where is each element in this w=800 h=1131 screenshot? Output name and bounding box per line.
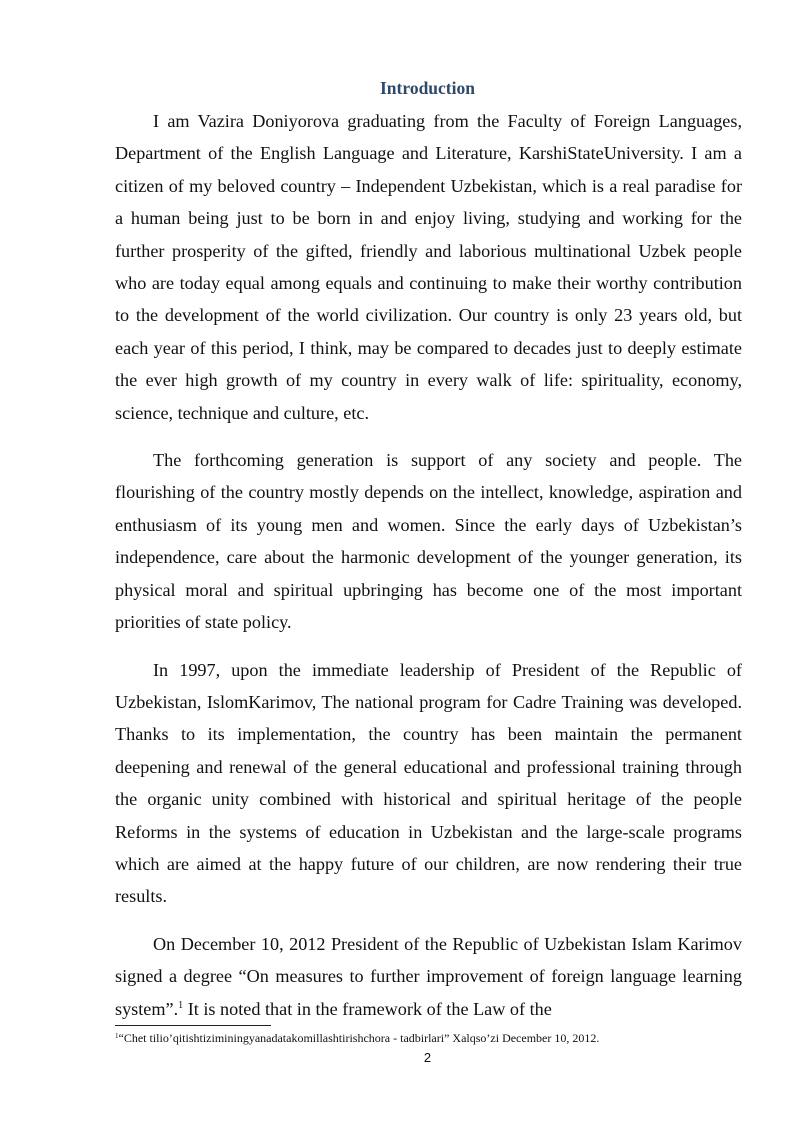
footnote xyxy=(115,1030,755,1046)
decree-text-continued: It is noted that in the framework of the Law of the xyxy=(183,998,552,1019)
footnote-text: “Chet tilio’qitishtiziminingyanadatakomillashtirishchora - tadbirlari” Xalqso’zi December 10, 2012. xyxy=(118,1031,600,1045)
footnote-marker: 1 xyxy=(115,1032,119,1040)
page-title: Introduction xyxy=(380,78,475,98)
footnote-separator xyxy=(115,1025,271,1026)
decree-text: On December 10, 2012 President of the Republic of Uzbekistan Islam Karimov signed a degree “On measures to further improvement of foreign language learning system”. xyxy=(115,933,742,1019)
page-number: 2 xyxy=(423,1050,432,1065)
paragraph-foreign-language-decree xyxy=(115,928,742,1025)
paragraph-introduction-author: I am Vazira Doniyorova graduating from the Faculty of Foreign Languages, Department of the English Language and Literature, KarshiStateUniversity. I am a citizen of my beloved country – Independent Uzbekistan, which is a real paradise for a human being just to be born in and enjoy living, studying and working for the further prosperity of the gifted, friendly and laborious multinational Uzbek people who are today equal among equals and continuing to make their worthy contribution to the development of the world civilization. Our country is only 23 years old, but each year of this period, I think, may be compared to decades just to deeply estimate the ever high growth of my country in every walk of life: spirituality, economy, science, technique and culture, etc. xyxy=(115,111,742,423)
footnote-reference[interactable]: 1 xyxy=(178,999,184,1011)
paragraph-younger-generation: The forthcoming generation is support of any society and people. The flourishing of the country mostly depends on the intellect, knowledge, aspiration and enthusiasm of its young men and women. Since the early days of Uzbekistan’s independence, care about the harmonic development of the younger generation, its physical moral and spiritual upbringing has become one of the most important priorities of state policy. xyxy=(115,450,742,633)
paragraph-cadre-training: In 1997, upon the immediate leadership of President of the Republic of Uzbekistan, IslomKarimov, The national program for Cadre Training was developed. Thanks to its implementation, the country has been maintain the permanent deepening and renewal of the general educational and professional training through the organic unity combined with historical and spiritual heritage of the people Reforms in the systems of education in Uzbekistan and the large-scale programs which are aimed at the happy future of our children, are now rendering their true results. xyxy=(115,659,742,907)
body-text xyxy=(115,105,742,1040)
